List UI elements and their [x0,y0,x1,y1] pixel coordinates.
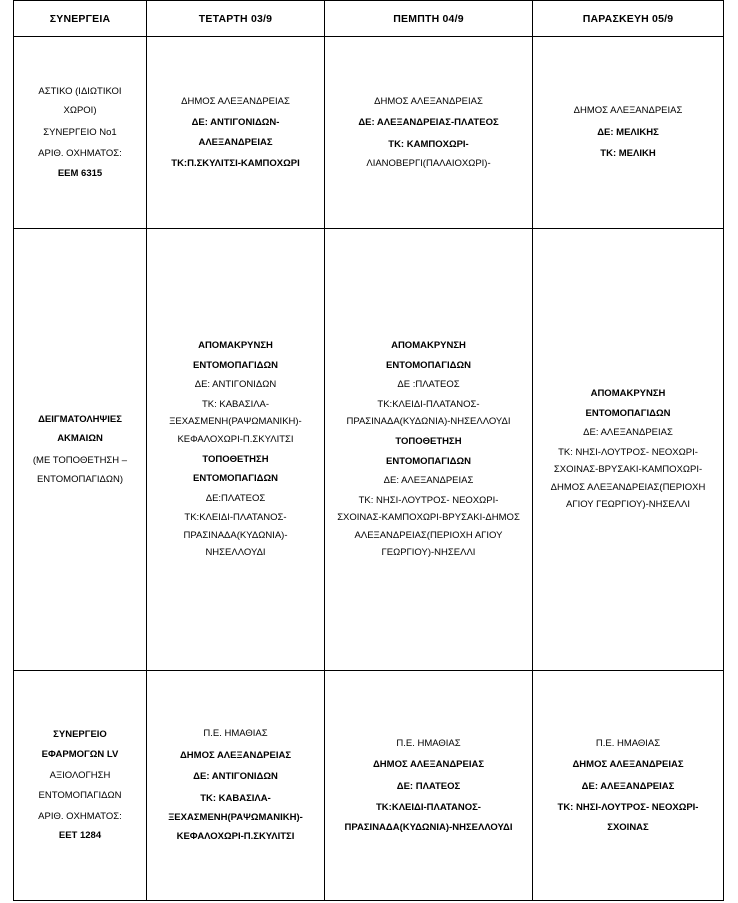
cell-crew-sampling [14,229,147,671]
column-header-wednesday: ΤΕΤΑΡΤΗ 03/9 [147,1,325,37]
cell-line: ΑΞΙΟΛΟΓΗΣΗ [49,770,111,782]
cell-line: ΤΚ: ΚΑΜΠΟΧΩΡΙ- [388,138,469,150]
cell-line: ΑΠΟΜΑΚΡΥΝΣΗ [391,340,466,352]
cell-line: ΞΕΧΑΣΜΕΝΗ(ΡΑΨΩΜΑΝΙΚΗ)- [168,811,303,823]
cell-line: ΑΠΟΜΑΚΡΥΝΣΗ [198,340,273,352]
cell-line: ΔΗΜΟΣ ΑΛΕΞΑΝΔΡΕΙΑΣ [179,749,292,761]
cell-content [333,337,524,562]
cell-line: ΑΡΙΘ. ΟΧΗΜΑΤΟΣ: [38,810,122,822]
cell-line: ΣΧΟΙΝΑΣ [607,821,649,833]
cell-thursday-urban [325,37,533,229]
cell-line: ΔΕ: ΠΛΑΤΕΟΣ [396,780,461,792]
column-header-friday: ΠΑΡΑΣΚΕΥΗ 05/9 [533,1,724,37]
cell-line: ΠΡΑΣΙΝΑΔΑ(ΚΥΔΩΝΙΑ)-ΝΗΣΕΛΛΟΥΔΙ [344,821,513,833]
cell-line: ΑΛΕΞΑΝΔΡΕΙΑΣ [198,136,273,148]
cell-line: ΕΝΤΟΜΟΠΑΓΙΔΩΝ [585,407,671,419]
cell-friday-urban [533,37,724,229]
cell-line: ΞΕΧΑΣΜΕΝΗ(ΡΑΨΩΜΑΝΙΚΗ)- [169,416,302,428]
cell-line: (ΜΕ ΤΟΠΟΘΕΤΗΣΗ – [32,454,128,466]
cell-line: ΣΧΟΙΝΑΣ-ΚΑΜΠΟΧΩΡΙ-ΒΡΥΣΑΚΙ-ΔΗΜΟΣ [337,512,520,524]
cell-line: Π.Ε. ΗΜΑΘΙΑΣ [396,737,461,749]
cell-line: ΤΟΠΟΘΕΤΗΣΗ [395,435,462,447]
cell-line: ΑΣΤΙΚΟ (ΙΔΙΩΤΙΚΟΙ [38,85,122,97]
cell-wednesday-sampling [147,229,325,671]
cell-content [541,385,715,514]
cell-thursday-lv [325,671,533,901]
cell-line: ΠΡΑΣΙΝΑΔΑ(ΚΥΔΩΝΙΑ)- [183,529,288,541]
cell-line: ΚΕΦΑΛΟΧΩΡΙ-Π.ΣΚΥΛΙΤΣΙ [177,433,294,445]
cell-line: ΤΚ:ΚΛΕΙΔΙ-ΠΛΑΤΑΝΟΣ- [184,512,287,524]
cell-line: ΔΕ: ΑΝΤΙΓΟΝΙΔΩΝ [194,379,277,391]
cell-wednesday-urban [147,37,325,229]
cell-content [155,337,316,562]
cell-line: ΓΕΩΡΓΙΟΥ)-ΝΗΣΕΛΛΙ [381,547,476,559]
cell-content [22,82,138,183]
cell-line: ΕΝΤΟΜΟΠΑΓΙΔΩΝ [38,789,122,801]
cell-line: ΕΝΤΟΜΟΠΑΓΙΔΩΝ [386,359,471,371]
cell-line: ΔΗΜΟΣ ΑΛΕΞΑΝΔΡΕΙΑΣ [573,105,683,117]
cell-line: ΤΚ: ΚΑΒΑΣΙΛΑ- [201,398,270,410]
cell-line: ΔΕ: ΑΛΕΞΑΝΔΡΕΙΑΣ-ΠΛΑΤΕΟΣ [358,117,499,129]
column-header-thursday: ΠΕΜΠΤΗ 04/9 [325,1,533,37]
cell-line: ΕΦΑΡΜΟΓΩΝ LV [41,748,119,760]
cell-line: ΔΗΜΟΣ ΑΛΕΞΑΝΔΡΕΙΑΣ(ΠΕΡΙΟΧΗ [550,481,706,493]
cell-line: ΤΚ: ΝΗΣΙ-ΛΟΥΤΡΟΣ- ΝΕΟΧΩΡΙ- [358,494,499,506]
cell-content [541,734,715,837]
cell-friday-sampling [533,229,724,671]
cell-content [155,92,316,174]
cell-line: ΔΗΜΟΣ ΑΛΕΞΑΝΔΡΕΙΑΣ [372,759,485,771]
cell-line: ΤΟΠΟΘΕΤΗΣΗ [202,453,269,465]
cell-line: ΑΠΟΜΑΚΡΥΝΣΗ [590,388,666,400]
cell-line: ΕΝΤΟΜΟΠΑΓΙΔΩΝ [193,473,278,485]
cell-line: ΔΕ:ΠΛΑΤΕΟΣ [205,492,266,504]
cell-content [333,92,524,174]
cell-line: ΚΕΦΑΛΟΧΩΡΙ-Π.ΣΚΥΛΙΤΣΙ [176,831,295,843]
cell-line: ΔΕ: ΑΝΤΙΓΟΝΙΔΩΝ- [191,117,280,129]
cell-line: ΤΚ: ΚΑΒΑΣΙΛΑ- [200,792,271,804]
cell-line: ΤΚ: ΝΗΣΙ-ΛΟΥΤΡΟΣ- ΝΕΟΧΩΡΙ- [558,446,698,458]
table-row [14,671,724,901]
schedule-table [13,0,724,901]
cell-line: ΛΙΑΝΟΒΕΡΓΙ(ΠΑΛΑΙΟΧΩΡΙ)- [366,157,491,169]
table-row [14,229,724,671]
cell-line: ΑΛΕΞΑΝΔΡΕΙΑΣ(ΠΕΡΙΟΧΗ ΑΓΙΟΥ [354,529,503,541]
table-header-row [14,1,724,37]
cell-line: ΔΕ: ΑΛΕΞΑΝΔΡΕΙΑΣ [383,475,474,487]
cell-line: ΣΧΟΙΝΑΣ-ΒΡΥΣΑΚΙ-ΚΑΜΠΟΧΩΡΙ- [553,464,703,476]
cell-line: ΔΕ: ΑΛΕΞΑΝΔΡΕΙΑΣ [581,780,675,792]
cell-line: Π.Ε. ΗΜΑΘΙΑΣ [203,728,268,740]
cell-line: ΔΗΜΟΣ ΑΛΕΞΑΝΔΡΕΙΑΣ [572,759,684,771]
cell-crew-lv [14,671,147,901]
cell-line: ΕΕΜ 6315 [57,167,103,179]
column-header-crew: ΣΥΝΕΡΓΕΙΑ [14,1,147,37]
cell-line: ΣΥΝΕΡΓΕΙΟ [53,729,107,741]
cell-line: ΑΡΙΘ. ΟΧΗΜΑΤΟΣ: [38,148,122,160]
cell-line: ΝΗΣΕΛΛΟΥΔΙ [205,547,266,559]
cell-line: ΔΕ :ΠΛΑΤΕΟΣ [397,379,460,391]
cell-wednesday-lv [147,671,325,901]
cell-line: ΔΕ: ΜΕΛΙΚΗΣ [597,126,659,138]
cell-line: ΔΕ: ΑΛΕΞΑΝΔΡΕΙΑΣ [583,427,673,439]
cell-line: Π.Ε. ΗΜΑΘΙΑΣ [595,737,661,749]
cell-line: ΕΝΤΟΜΟΠΑΓΙΔΩΝ) [36,473,124,485]
table-row [14,37,724,229]
cell-content [22,410,138,490]
cell-line: ΤΚ:ΚΛΕΙΔΙ-ΠΛΑΤΑΝΟΣ- [377,398,480,410]
cell-friday-lv [533,671,724,901]
cell-line: ΕΝΤΟΜΟΠΑΓΙΔΩΝ [386,455,471,467]
cell-line: ΤΚ: ΜΕΛΙΚΗ [600,148,656,160]
cell-line: ΤΚ:ΚΛΕΙΔΙ-ΠΛΑΤΑΝΟΣ- [376,802,481,814]
cell-line: ΑΓΙΟΥ ΓΕΩΡΓΙΟΥ)-ΝΗΣΕΛΛΙ [566,499,690,511]
cell-content [541,101,715,163]
cell-line: ΧΩΡΟΙ) [63,105,97,117]
cell-line: ΔΕ: ΑΝΤΙΓΟΝΙΔΩΝ [193,771,278,783]
cell-line: ΣΥΝΕΡΓΕΙΟ Νο1 [43,126,117,138]
cell-content [155,724,316,847]
cell-line: ΤΚ: ΝΗΣΙ-ΛΟΥΤΡΟΣ- ΝΕΟΧΩΡΙ- [557,802,699,814]
cell-content [22,725,138,846]
cell-line: ΑΚΜΑΙΩΝ [57,433,103,445]
cell-content [333,734,524,837]
cell-line: ΕΕΤ 1284 [58,830,102,842]
cell-line: ΔΕΙΓΜΑΤΟΛΗΨΙΕΣ [38,413,122,425]
cell-line: ΔΗΜΟΣ ΑΛΕΞΑΝΔΡΕΙΑΣ [181,95,290,107]
cell-crew-urban [14,37,147,229]
cell-line: ΔΗΜΟΣ ΑΛΕΞΑΝΔΡΕΙΑΣ [374,95,483,107]
cell-line: ΕΝΤΟΜΟΠΑΓΙΔΩΝ [193,359,278,371]
cell-line: ΤΚ:Π.ΣΚΥΛΙΤΣΙ-ΚΑΜΠΟΧΩΡΙ [171,157,300,169]
cell-line: ΠΡΑΣΙΝΑΔΑ(ΚΥΔΩΝΙΑ)-ΝΗΣΕΛΛΟΥΔΙ [346,416,511,428]
cell-thursday-sampling [325,229,533,671]
